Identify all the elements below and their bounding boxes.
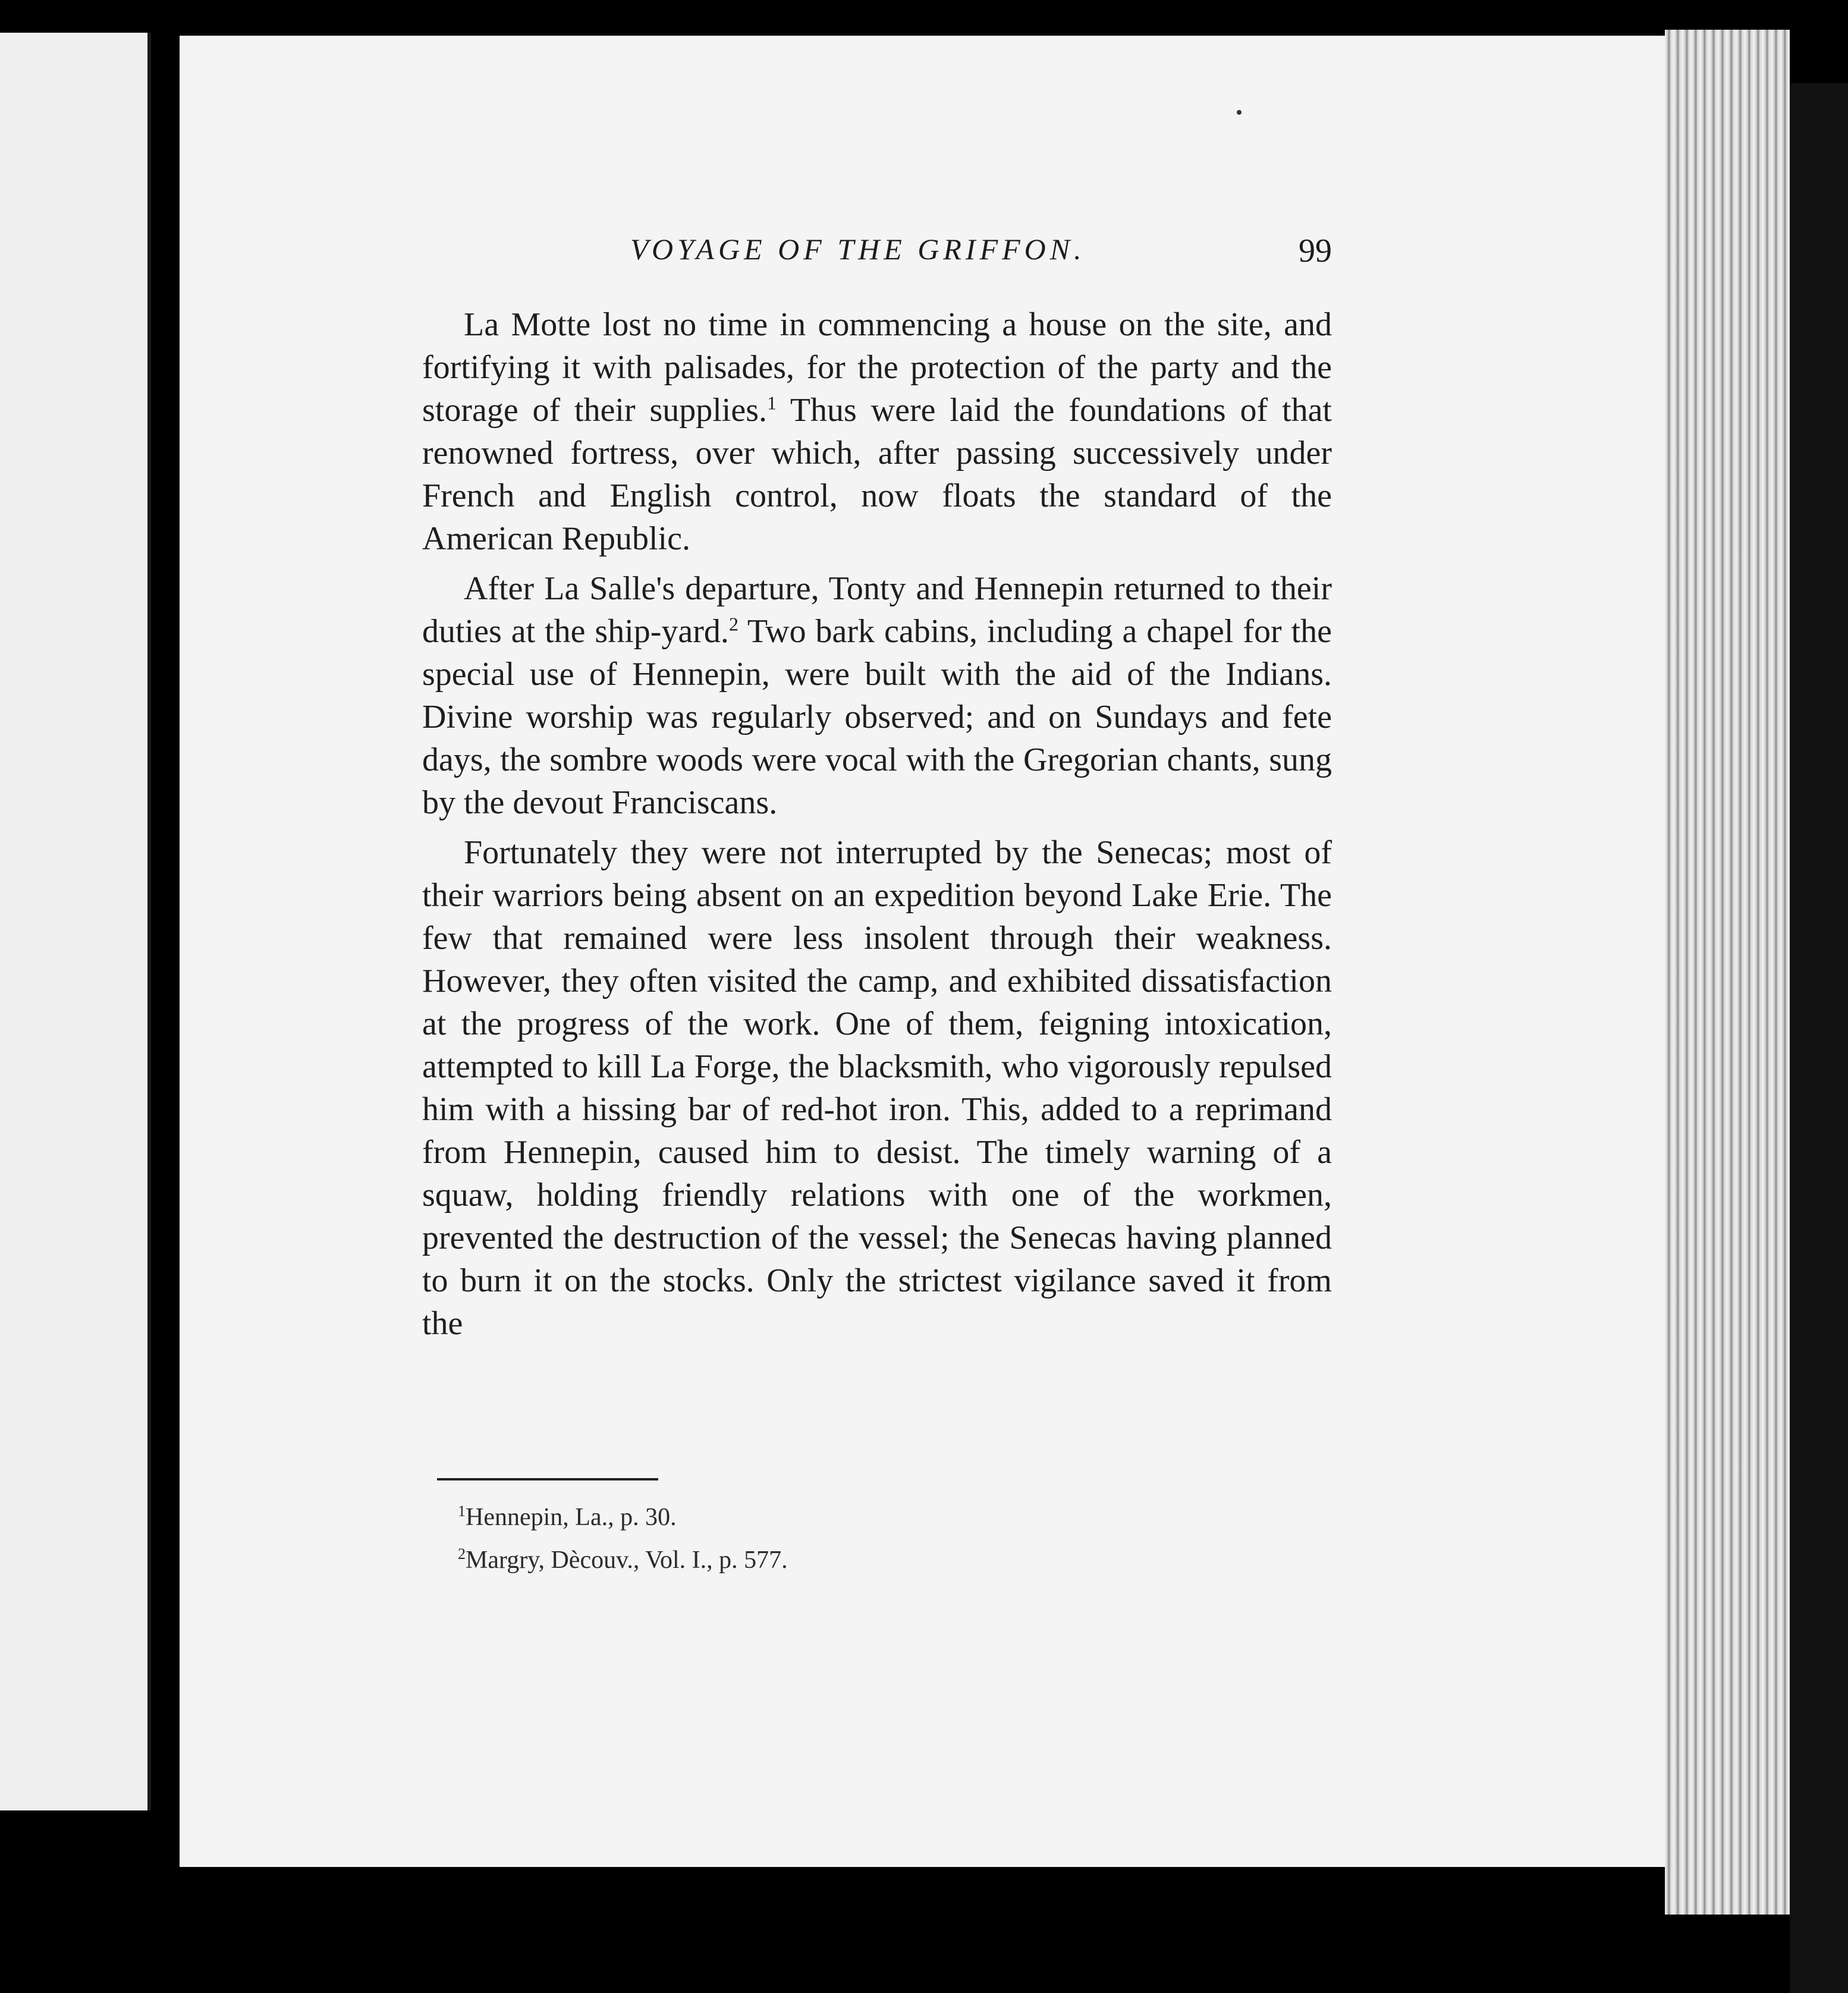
paragraph-text: Two bark cabins, including a chapel for the special use of Hennepin, were built with the aid of the Indians. Divine worship was regularly observed; and on Sundays and fete days, the sombre woods were vocal with the Gregorian chants, sung by the devout Franciscans. bbox=[422, 613, 1332, 821]
page-block-edge bbox=[1665, 30, 1790, 1915]
footnote-text: Margry, Dècouv., Vol. I., p. 577. bbox=[466, 1546, 788, 1574]
footnote-text: Hennepin, La., p. 30. bbox=[466, 1504, 677, 1531]
footnote bbox=[458, 1546, 1171, 1589]
paragraph bbox=[422, 303, 1332, 560]
paragraph bbox=[422, 567, 1332, 824]
footnote-reference: 2 bbox=[728, 613, 738, 635]
footnote-marker: 1 bbox=[458, 1502, 466, 1520]
facing-page bbox=[0, 33, 151, 1810]
paragraph-text: After La Salle's departure, Tonty and Hennepin returned to their duties at the ship-yard. bbox=[422, 570, 1332, 650]
footnote-reference: 1 bbox=[767, 392, 777, 414]
page-header bbox=[618, 232, 1332, 279]
paragraph-text: Thus were laid the foundations of that renowned fortress, over which, after passing successively under French and English control, now floats the standard of the American Republic. bbox=[422, 392, 1332, 557]
footnote-marker: 2 bbox=[458, 1545, 466, 1563]
footnote-divider bbox=[437, 1478, 658, 1480]
book-cover-edge bbox=[1790, 83, 1848, 1993]
footnotes bbox=[458, 1503, 1171, 1589]
body-text bbox=[422, 303, 1332, 1352]
paragraph-text: La Motte lost no time in commencing a house on the site, and fortifying it with palisades, for the protection of the party and the storage of their supplies. bbox=[422, 306, 1332, 429]
paragraph-text: Fortunately they were not interrupted by the Senecas; most of their warriors being absent on an expedition beyond Lake Erie. The few that remained were less insolent through their weakness. However, they often visited the camp, and exhibited dissatisfaction at the progress of the work. One of them, feigning intoxication, attempted to kill La Forge, the blacksmith, who vigorously repulsed him with a hissing bar of red-hot iron. This, added to a reprimand from Hennepin, caused him to desist. The timely warning of a squaw, holding friendly relations with one of the workmen, prevented the destruction of the vessel; the Senecas having planned to burn it on the stocks. Only the strictest vigilance saved it from the bbox=[422, 834, 1332, 1342]
running-title: VOYAGE OF THE GRIFFON. bbox=[630, 232, 1086, 266]
page-number: 99 bbox=[1299, 232, 1332, 269]
footnote bbox=[458, 1503, 1171, 1546]
paragraph bbox=[422, 831, 1332, 1345]
ink-speck bbox=[1237, 110, 1242, 115]
